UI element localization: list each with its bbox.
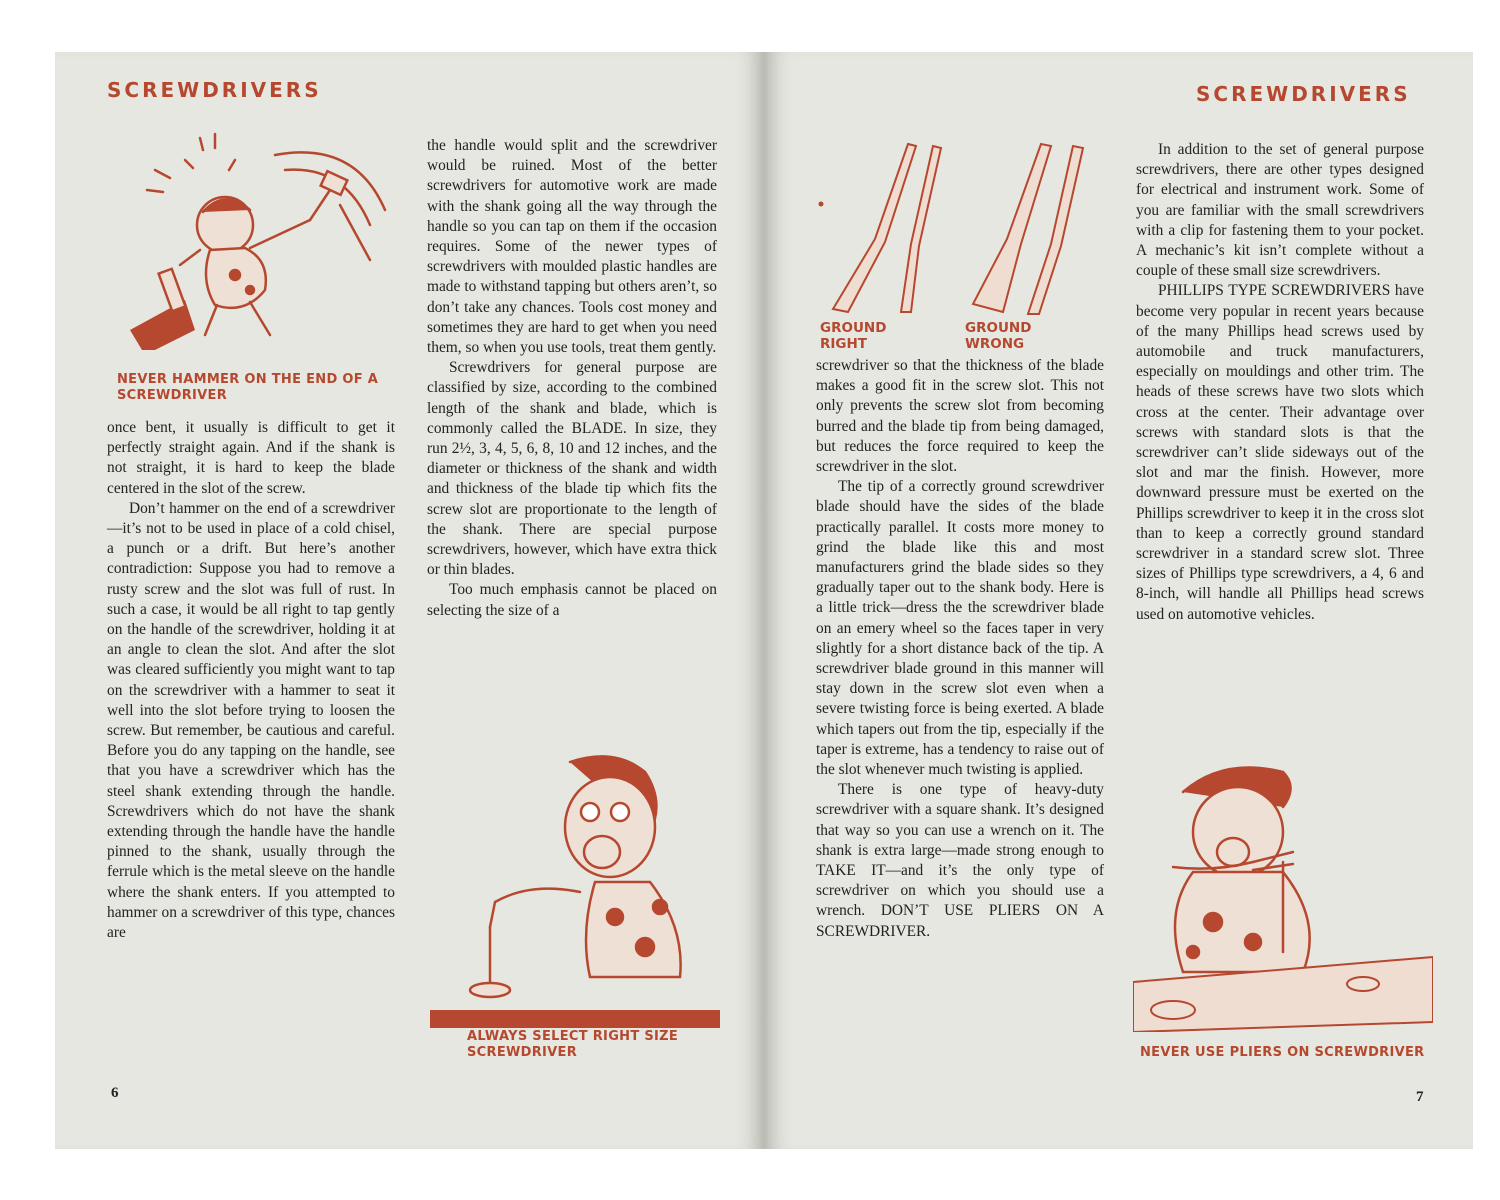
workbench-bar [430,1010,720,1028]
paragraph: Don’t hammer on the end of a screwdriver—it’s not to be used in place of a cold chisel, a punch or a drift. But here’s another contradiction: Suppose you had to remove a rusty screw and the slot was full of rust. In such a case, it would be all right to tap gently on the handle of the screwdriver, holding it at an angle to clean the slot. And after the slot was cleared sufficiently you might want to tap on the screwdriver with a hammer to seat it well into the slot before trying to loosen the screw. But remember, be cautious and careful. Before you do any tapping on the handle, see that you have a screwdriver which has the steel shank extending through the handle. Screwdrivers which do not have the shank extending through the handle have the handle pinned to the shank, usually through the ferrule which is the metal sleeve on the handle where the shank enters. If you attempted to hammer on a screwdriver of this type, chances are [107,499,395,942]
page-number-left: 6 [111,1085,119,1101]
running-head-right: SCREWDRIVERS [1196,82,1411,106]
caveman-selecting-screwdriver-illustration [430,742,720,1022]
paragraph: The tip of a correctly ground screwdriver blade should have the sides of the blade practically parallel. It costs more money to grind the blade like this and most manufacturers grind the blade sides so they gradually taper out to the shank body. Here is a little trick—dress the the screwdriver blade on an emery wheel so the faces taper in very slightly for a short distance back of the tip. A screwdriver blade ground in this manner will stay down in the screw slot even when a severe twisting force is being exerted. A blade which tapers out from the tip, especially if the taper is extreme, has a tendency to raise out of the slot whenever much twisting is applied. [816,478,1104,779]
caption-never-use-pliers: NEVER USE PLIERS ON SCREWDRIVER [1140,1045,1425,1060]
paragraph: once bent, it usually is difficult to get it perfectly straight again. And if the shank is not straight, it is hard to keep the blade centered in the slot of the screw. [107,419,395,497]
page-number-right: 7 [1416,1089,1424,1105]
paragraph: the handle would split and the screwdriver would be ruined. Most of the better screwdrivers for automotive work are made with the shank going all the way through the handle so you can tap on them if the occasion requires. Some of the newer types of screwdrivers with moulded plastic handles are made to withstand tapping but others aren’t, so don’t take any chances. Tools cost money and sometimes they are hard to get when you need them, so when you use tools, treat them gently. [427,137,717,357]
caption-select-right-size: ALWAYS SELECT RIGHT SIZE SCREWDRIVER [467,1029,679,1060]
paragraph: There is one type of heavy-duty screwdriver with a square shank. It’s designed that way so you can use a wrench on it. The shank is extra large—made strong enough to TAKE IT—and it’s the only type of screwdriver on which you should use a wrench. DON’T USE PLIERS ON A SCREWDRIVER. [816,781,1104,940]
caveman-pliers-illustration [1133,752,1433,1032]
paragraph: Too much emphasis cannot be placed on selecting the size of a [427,581,717,619]
left-column-1 [107,418,395,943]
right-column-2 [1136,140,1424,625]
caveman-hammering-illustration [125,130,415,350]
screwdriver-tips-illustration [813,134,1113,334]
left-column-2 [427,136,717,621]
paragraph: Screwdrivers for general purpose are classified by size, according to the combined length of the shank and blade, which is commonly called the BLADE. In size, they run 2½, 3, 4, 5, 6, 8, 10 and 12 inches, and the diameter or thickness of the shank and width and thickness of the blade tip which fits the screw slot are proportionate to the length of the shank. There are special purpose screwdrivers, however, which have extra thick or thin blades. [427,359,717,579]
paragraph: In addition to the set of general purpose screwdrivers, there are other types designed for electrical and instrument work. Some of you are familiar with the small screwdrivers with a clip for fastening them to your pocket. A mechanic’s kit isn’t complete without a couple of these small size screwdrivers. [1136,141,1424,280]
right-page [768,52,1473,1149]
caption-never-hammer: NEVER HAMMER ON THE END OF A SCREWDRIVER [117,372,379,403]
left-page [55,52,760,1149]
label-ground-wrong: GROUND WRONG [965,320,1032,352]
label-ground-right: GROUND RIGHT [820,320,887,352]
right-column-1 [816,356,1104,942]
running-head-left: SCREWDRIVERS [107,78,322,102]
booklet-spread [55,52,1473,1149]
paragraph: screwdriver so that the thickness of the blade makes a good fit in the screw slot. This not only prevents the screw slot from becoming burred and the blade tip from being damaged, but reduces the force required to keep the screwdriver in the slot. [816,357,1104,476]
paragraph: PHILLIPS TYPE SCREWDRIVERS have become very popular in recent years because of the many Phillips head screws used by automobile and truck manufacturers, especially on mouldings and other trim. The heads of these screws have two slots which cross at the center. Their advantage over screws with standard slots is that the screwdriver can’t slide sideways out of the slot and mar the finish. However, more downward pressure must be exerted on the Phillips screwdriver to keep it in the cross slot than to keep a correctly ground standard screwdriver in a standard screw slot. Three sizes of Phillips type screwdrivers, a 4, 6 and 8-inch, will handle all Phillips head screws used on automotive vehicles. [1136,282,1424,623]
